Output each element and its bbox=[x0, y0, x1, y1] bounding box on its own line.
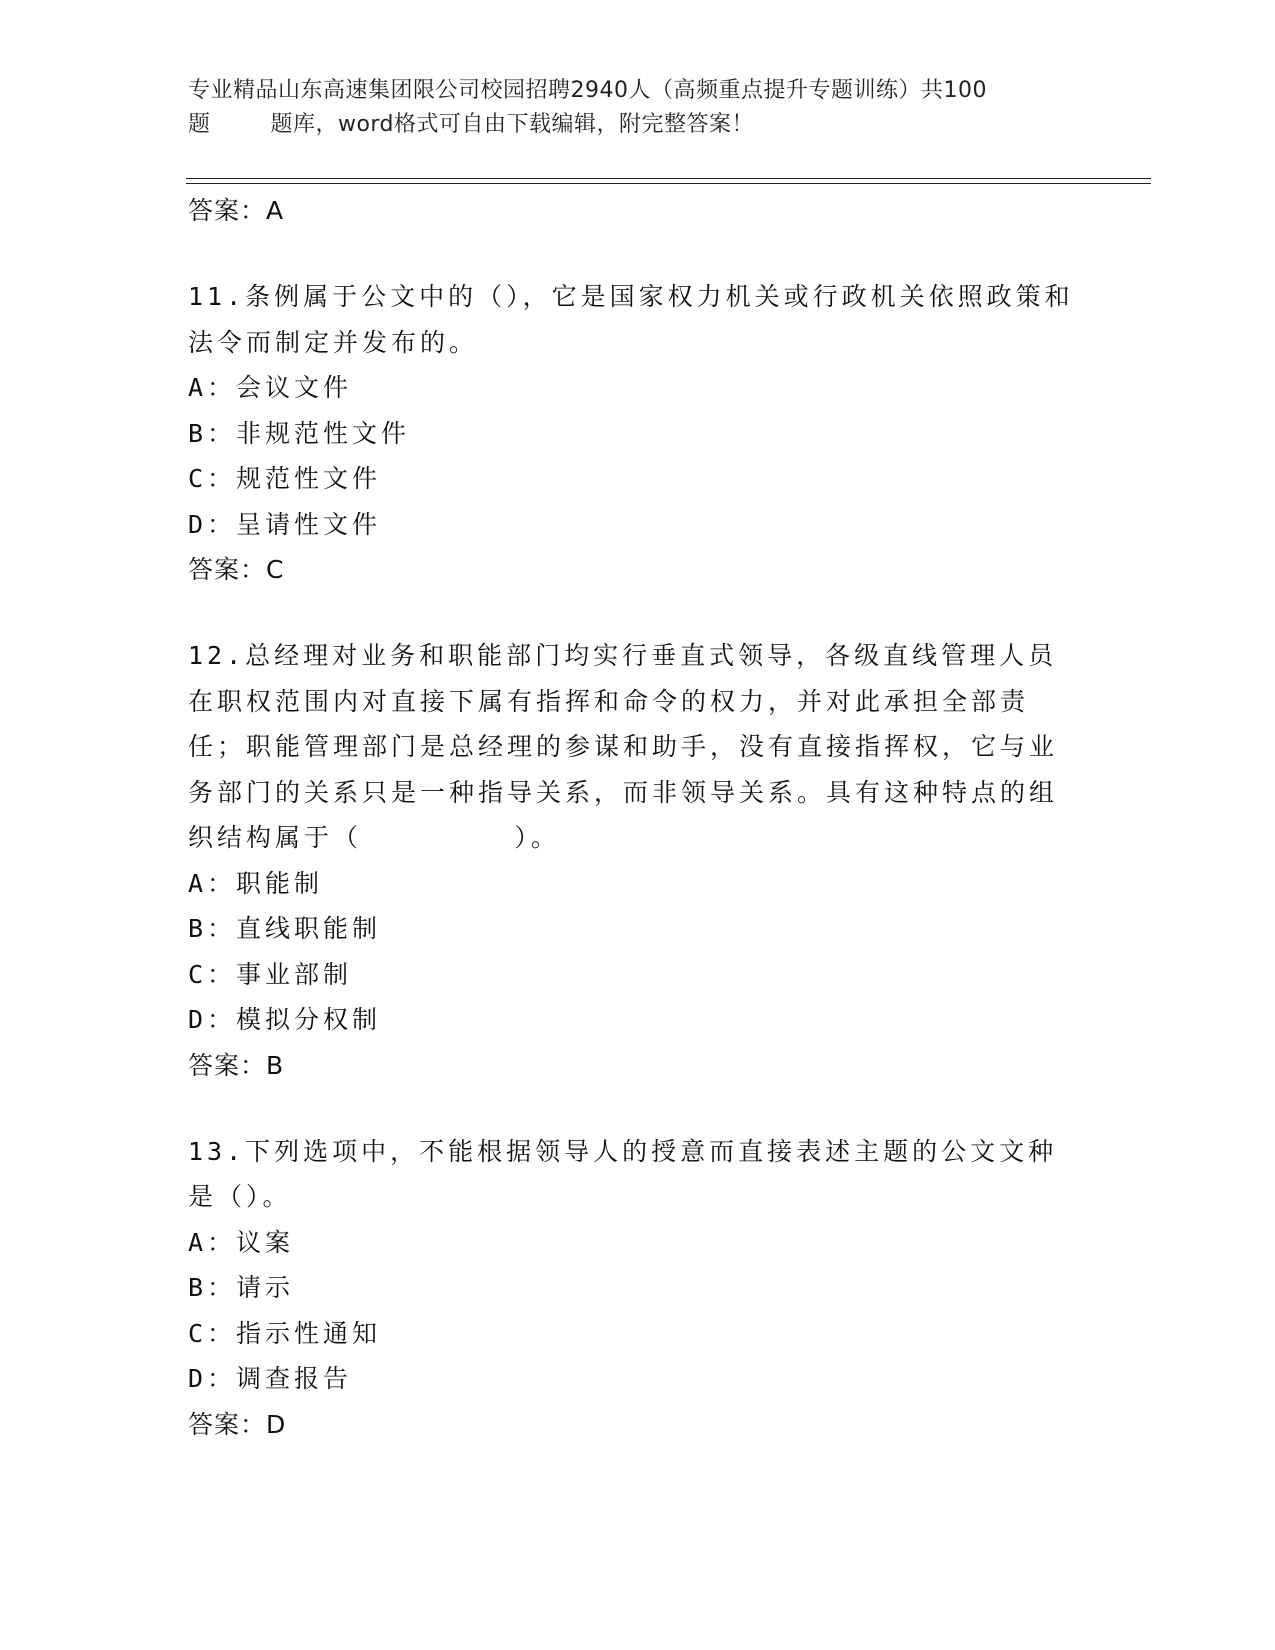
option-a: A：议案 bbox=[188, 1227, 295, 1257]
answer-line: 答案：A bbox=[188, 196, 285, 225]
question-11 bbox=[188, 274, 1088, 593]
header-divider-top bbox=[186, 178, 1151, 179]
document-body bbox=[188, 188, 1088, 1448]
header-divider-bottom bbox=[186, 183, 1151, 184]
answer-line: 答案：B bbox=[188, 1050, 285, 1080]
question-13 bbox=[188, 1129, 1088, 1448]
option-a: A：会议文件 bbox=[188, 373, 353, 402]
question-text: 11.条例属于公文中的（），它是国家权力机关或行政机关依照政策和法令而制定并发布的。 bbox=[188, 282, 1074, 357]
option-c: C：规范性文件 bbox=[188, 464, 382, 493]
option-d: D：模拟分权制 bbox=[188, 1005, 382, 1034]
header-line-1: 专业精品山东高速集团限公司校园招聘2940人（高频重点提升专题训练）共100 bbox=[188, 78, 987, 103]
option-d: D：呈请性文件 bbox=[188, 509, 382, 539]
header-line-2: 题 题库，word格式可自由下载编辑，附完整答案！ bbox=[188, 112, 755, 137]
answer-line: 答案：D bbox=[188, 1409, 287, 1439]
question-12 bbox=[188, 633, 1088, 1089]
option-b: B：请示 bbox=[188, 1273, 295, 1302]
option-c: C：指示性通知 bbox=[188, 1318, 382, 1348]
option-b: B：非规范性文件 bbox=[188, 418, 411, 448]
question-text: 13.下列选项中，不能根据领导人的授意而直接表述主题的公文文种是（）。 bbox=[188, 1136, 1058, 1211]
question-text: 12.总经理对业务和职能部门均实行垂直式领导，各级直线管理人员在职权范围内对直接下属有指挥和命令的权力，并对此承担全部责任；职能管理部门是总经理的参谋和助手，没有直接指挥权，它与业务部门的关系只是一种指导关系，而非领导关系。具有这种特点的组织结构属于（ ）。 bbox=[188, 641, 1059, 852]
answer-line: 答案：C bbox=[188, 555, 285, 584]
option-d: D：调查报告 bbox=[188, 1364, 353, 1393]
document-header bbox=[188, 74, 1068, 142]
option-a: A：职能制 bbox=[188, 868, 324, 898]
option-c: C：事业部制 bbox=[188, 959, 353, 989]
option-b: B：直线职能制 bbox=[188, 914, 382, 943]
